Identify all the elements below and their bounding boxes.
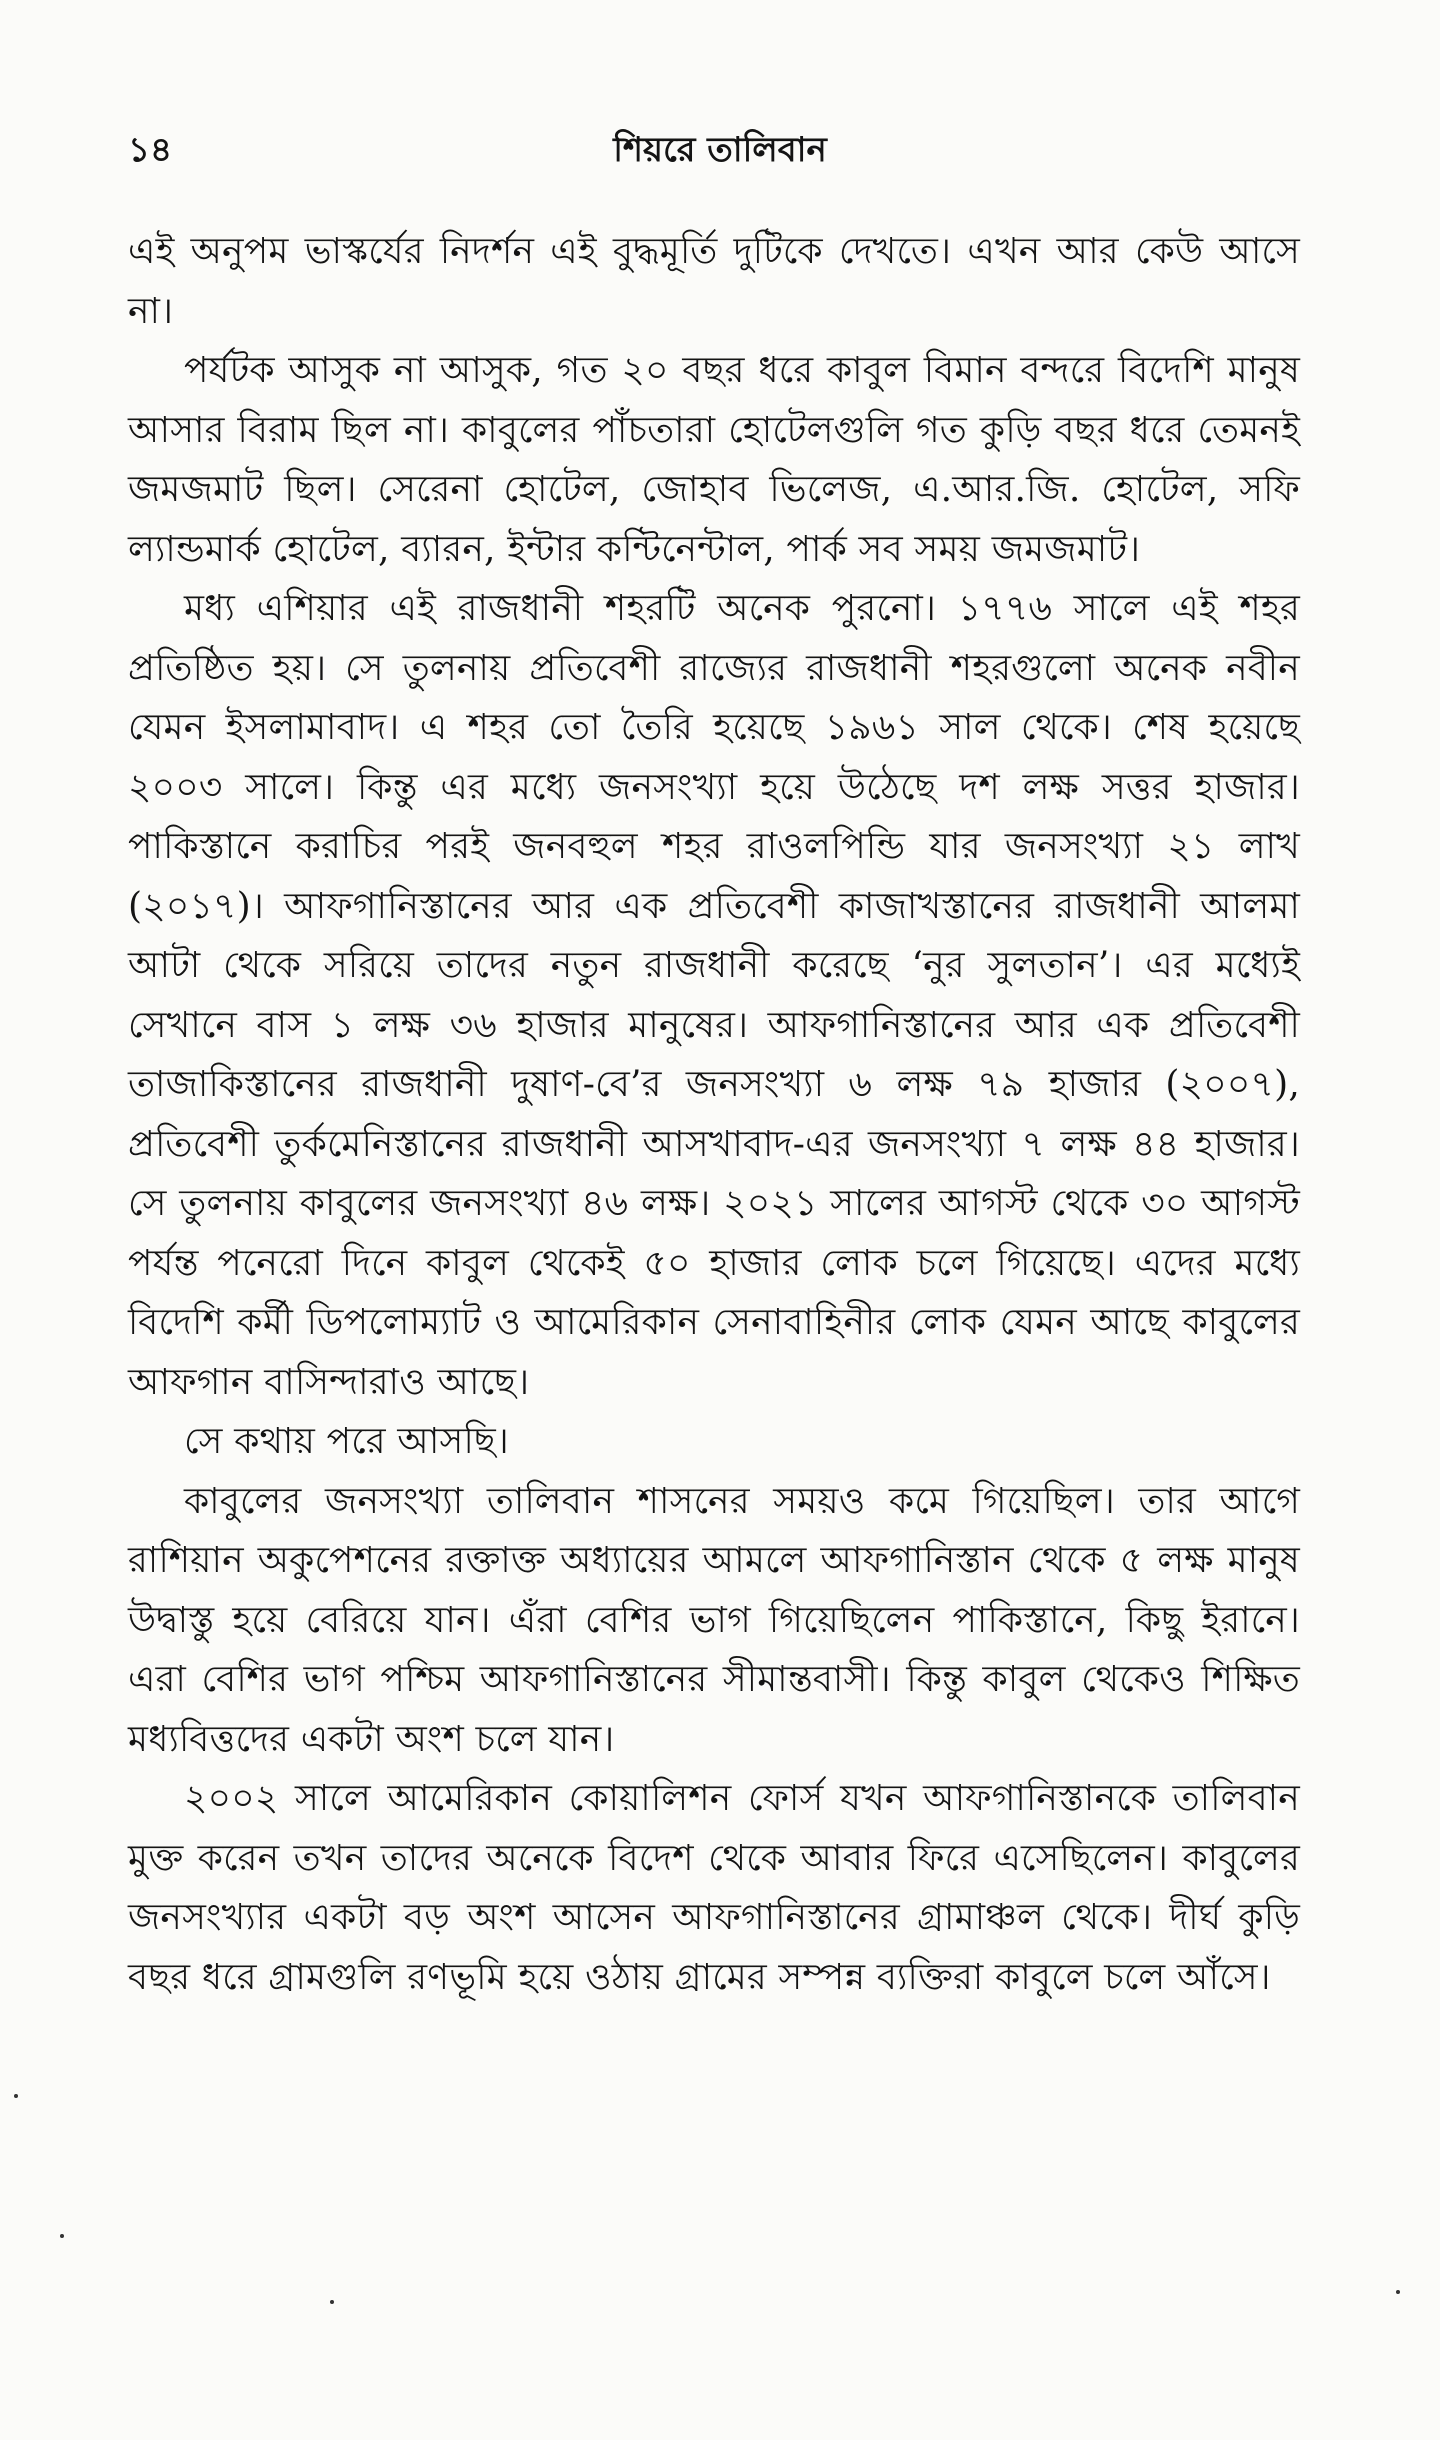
paragraph-6: ২০০২ সালে আমেরিকান কোয়ালিশন ফোর্স যখন আফগানিস্তানকে তালিবান মুক্ত করেন তখন তাদের অনেকে বিদেশ থেকে আবার ফিরে এসেছিলেন। কাবুলের জনসংখ্যার একটা বড় অংশ আসেন আফগানিস্তানের গ্রামাঞ্চল থেকে। দীর্ঘ কুড়ি বছর ধরে গ্রামগুলি রণভূমি হয়ে ওঠায় গ্রামের সম্পন্ন ব্যক্তিরা কাবুলে চলে আঁসে।: [128, 1778, 1300, 1998]
running-title: শিয়রে তালিবান: [613, 130, 827, 170]
paragraph-4: সে কথায় পরে আসছি।: [184, 1421, 509, 1462]
paragraph-5: কাবুলের জনসংখ্যা তালিবান শাসনের সময়ও কমে গিয়েছিল। তার আগে রাশিয়ান অকুপেশনের রক্তাক্ত অধ্যায়ের আমলে আফগানিস্তান থেকে ৫ লক্ষ মানুষ উদ্বাস্তু হয়ে বেরিয়ে যান। এঁরা বেশির ভাগ গিয়েছিলেন পাকিস্তানে, কিছু ইরানে। এরা বেশির ভাগ পশ্চিম আফগানিস্তানের সীমান্তবাসী। কিন্তু কাবুল থেকেও শিক্ষিত মধ্যবিত্তদের একটা অংশ চলে যান।: [128, 1480, 1300, 1760]
page-header: [128, 120, 1312, 180]
scan-speck: [14, 2094, 18, 2098]
scan-speck: [330, 2300, 334, 2304]
paragraph-1: এই অনুপম ভাস্কর্যের নিদর্শন এই বুদ্ধমূর্তি দুটিকে দেখতে। এখন আর কেউ আসে না।: [128, 231, 1300, 332]
page-number: ১৪: [128, 130, 173, 170]
body-text: [128, 222, 1300, 2007]
scan-speck: [1396, 2290, 1400, 2294]
paragraph-2: পর্যটক আসুক না আসুক, গত ২০ বছর ধরে কাবুল বিমান বন্দরে বিদেশি মানুষ আসার বিরাম ছিল না। কাবুলের পাঁচতারা হোটেলগুলি গত কুড়ি বছর ধরে তেমনই জমজমাট ছিল। সেরেনা হোটেল, জোহাব ভিলেজ, এ.আর.জি. হোটেল, সফি ল্যান্ডমার্ক হোটেল, ব্যারন, ইন্টার কন্টিনেন্টাল, পার্ক সব সময় জমজমাট।: [128, 350, 1300, 570]
paragraph-3: মধ্য এশিয়ার এই রাজধানী শহরটি অনেক পুরনো। ১৭৭৬ সালে এই শহর প্রতিষ্ঠিত হয়। সে তুলনায় প্রতিবেশী রাজ্যের রাজধানী শহরগুলো অনেক নবীন যেমন ইসলামাবাদ। এ শহর তো তৈরি হয়েছে ১৯৬১ সাল থেকে। শেষ হয়েছে ২০০৩ সালে। কিন্তু এর মধ্যে জনসংখ্যা হয়ে উঠেছে দশ লক্ষ সত্তর হাজার। পাকিস্তানে করাচির পরই জনবহুল শহর রাওলপিন্ডি যার জনসংখ্যা ২১ লাখ (২০১৭)। আফগানিস্তানের আর এক প্রতিবেশী কাজাখস্তানের রাজধানী আলমা আটা থেকে সরিয়ে তাদের নতুন রাজধানী করেছে ‘নুর সুলতান’। এর মধ্যেই সেখানে বাস ১ লক্ষ ৩৬ হাজার মানুষের। আফগানিস্তানের আর এক প্রতিবেশী তাজাকিস্তানের রাজধানী দুষাণ-বে’র জনসংখ্যা ৬ লক্ষ ৭৯ হাজার (২০০৭), প্রতিবেশী তুর্কমেনিস্তানের রাজধানী আসখাবাদ-এর জনসংখ্যা ৭ লক্ষ ৪৪ হাজার। সে তুলনায় কাবুলের জনসংখ্যা ৪৬ লক্ষ। ২০২১ সালের আগস্ট থেকে ৩০ আগস্ট পর্যন্ত পনেরো দিনে কাবুল থেকেই ৫০ হাজার লোক চলে গিয়েছে। এদের মধ্যে বিদেশি কর্মী ডিপলোম্যাট ও আমেরিকান সেনাবাহিনীর লোক যেমন আছে কাবুলের আফগান বাসিন্দারাও আছে।: [128, 588, 1300, 1403]
scan-speck: [60, 2234, 64, 2238]
